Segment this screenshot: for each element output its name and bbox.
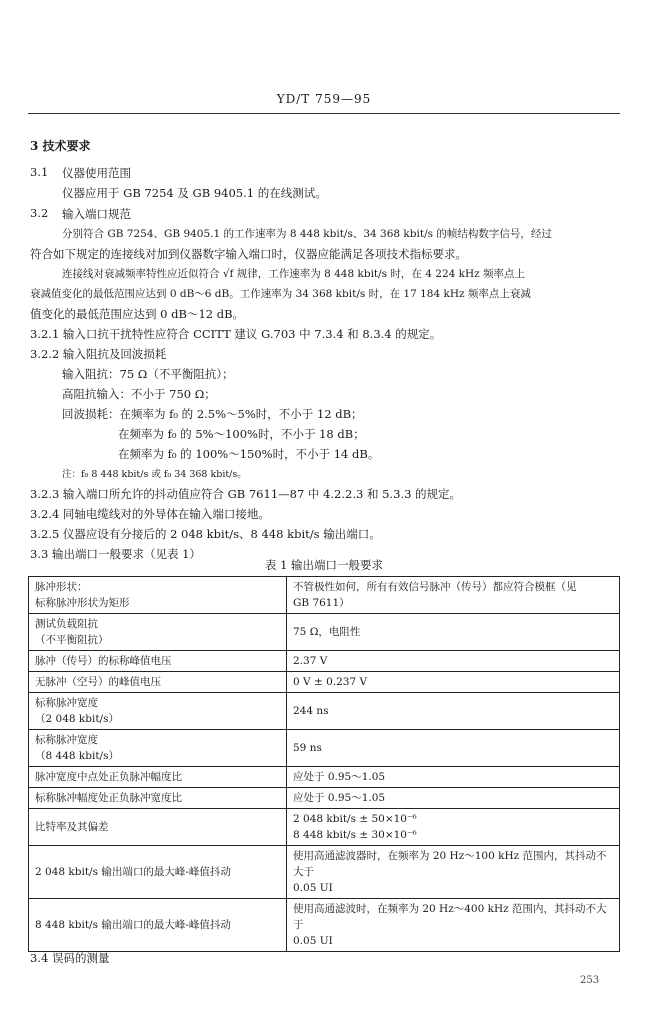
table-row	[29, 730, 620, 767]
section-3-2-number: 3.2	[30, 206, 49, 220]
cell-text: 244 ns	[293, 705, 329, 717]
cell-text: GB 7611）	[293, 597, 350, 609]
cell-text: 应处于 0.95～1.05	[293, 771, 386, 783]
section-3-1-number: 3.1	[30, 165, 49, 179]
output-port-requirements-table	[28, 576, 620, 952]
cell-text: 2.37 V	[293, 655, 328, 667]
cell-text: 不管极性如何，所有有效信号脉冲（传号）都应符合模框（见	[293, 581, 577, 593]
cell-text: 2 048 kbit/s 输出端口的最大峰-峰值抖动	[35, 866, 231, 878]
cell-text: 脉冲形状：	[35, 581, 88, 593]
high-impedance-line: 高阻抗输入：不小于 750 Ω；	[62, 387, 216, 401]
section-3-1-title: 仪器使用范围	[62, 166, 131, 180]
table-caption: 表 1 输出端口一般要求	[264, 558, 384, 572]
page-header: YD/T 759—95	[276, 92, 372, 106]
cell-text: 无脉冲（空号）的峰值电压	[35, 676, 161, 688]
cell-text: 8 448 kbit/s ± 30×10⁻⁶	[293, 829, 417, 841]
section-3-1-body: 仪器应用于 GB 7254 及 GB 9405.1 的在线测试。	[62, 186, 327, 200]
table-cell-right	[287, 846, 620, 899]
section-3-2-1: 3.2.1 输入口抗干扰特性应符合 CCITT 建议 G.703 中 7.3.4 和 8.3.4 的规定。	[30, 327, 442, 341]
cell-text: 75 Ω，电阻性	[293, 626, 361, 638]
cell-text: （不平衡阻抗）	[35, 634, 109, 646]
cell-text: 0.05 UI	[293, 882, 333, 894]
table-cell-left	[29, 693, 287, 730]
table-row	[29, 577, 620, 614]
section-3-2-2-title: 3.2.2 输入阻抗及回波损耗	[30, 347, 167, 361]
table-cell-right	[287, 809, 620, 846]
cell-text: 标称脉冲幅度处正负脉冲宽度比	[35, 792, 182, 804]
table-cell-left	[29, 767, 287, 788]
table-cell-left	[29, 788, 287, 809]
table-cell-right	[287, 767, 620, 788]
cell-text: 8 448 kbit/s 输出端口的最大峰-峰值抖动	[35, 919, 231, 931]
table-row	[29, 809, 620, 846]
table-row	[29, 693, 620, 730]
table-cell-left	[29, 577, 287, 614]
page-number: 253	[580, 975, 600, 986]
note-line: 注：f₀ 8 448 kbit/s 或 f₀ 34 368 kbit/s。	[62, 469, 247, 480]
cell-text: 标称脉冲宽度	[35, 734, 98, 746]
table-cell-left	[29, 730, 287, 767]
return-loss-line-2: 在频率为 f₀ 的 5%～100%时，不小于 18 dB；	[118, 427, 365, 441]
cell-text: 比特率及其偏差	[35, 821, 109, 833]
table-cell-left	[29, 672, 287, 693]
table-cell-left	[29, 614, 287, 651]
table-cell-right	[287, 788, 620, 809]
table-cell-right	[287, 730, 620, 767]
table-cell-right	[287, 614, 620, 651]
section-3-3: 3.3 输出端口一般要求（见表 1）	[30, 547, 201, 561]
table-cell-right	[287, 672, 620, 693]
cell-text: 标称脉冲宽度	[35, 697, 98, 709]
table-cell-left	[29, 651, 287, 672]
table-cell-left	[29, 899, 287, 952]
cell-text: 0 V ± 0.237 V	[293, 676, 368, 688]
input-impedance-line: 输入阻抗：75 Ω（不平衡阻抗）；	[62, 367, 234, 381]
table-cell-right	[287, 577, 620, 614]
section-3-4: 3.4 误码的测量	[30, 951, 110, 965]
table-cell-right	[287, 651, 620, 672]
cell-text: 2 048 kbit/s ± 50×10⁻⁶	[293, 813, 417, 825]
section-3-2-para2-line1: 连接线对衰减频率特性应近似符合 √f 规律，工作速率为 8 448 kbit/s 时，在 4 224 kHz 频率点上	[62, 268, 526, 280]
cell-text: 59 ns	[293, 742, 322, 754]
section-3-2-3: 3.2.3 输入端口所允许的抖动值应符合 GB 7611—87 中 4.2.2.3 和 5.3.3 的规定。	[30, 487, 462, 501]
table-row	[29, 846, 620, 899]
table-row	[29, 651, 620, 672]
cell-text: 脉冲（传号）的标称峰值电压	[35, 655, 172, 667]
cell-text: 测试负载阻抗	[35, 618, 98, 630]
table-cell-left	[29, 809, 287, 846]
table-cell-right	[287, 693, 620, 730]
header-rule	[28, 113, 620, 114]
table-row	[29, 614, 620, 651]
cell-text: 使用高通滤波器时，在频率为 20 Hz～100 kHz 范围内，其抖动不大于	[293, 850, 607, 878]
cell-text: 使用高通滤波时，在频率为 20 Hz～400 kHz 范围内，其抖动不大于	[293, 903, 607, 931]
section-3-2-para2-line3: 值变化的最低范围应达到 0 dB～12 dB。	[30, 307, 245, 321]
table-row	[29, 899, 620, 952]
return-loss-line-3: 在频率为 f₀ 的 100%～150%时，不小于 14 dB。	[118, 447, 380, 461]
table-row	[29, 672, 620, 693]
cell-text: 脉冲宽度中点处正负脉冲幅度比	[35, 771, 182, 783]
section-3-2-title: 输入端口规范	[62, 207, 131, 221]
cell-text: （8 448 kbit/s）	[35, 750, 119, 762]
section-3-2-para2-line2: 衰减值变化的最低范围应达到 0 dB～6 dB。工作速率为 34 368 kbit/s 时，在 17 184 kHz 频率点上衰减	[30, 288, 531, 300]
section-3-2-para1-line1: 分别符合 GB 7254、GB 9405.1 的工作速率为 8 448 kbit/s、34 368 kbit/s 的帧结构数字信号，经过	[62, 228, 552, 240]
table-row	[29, 788, 620, 809]
table-cell-right	[287, 899, 620, 952]
cell-text: 应处于 0.95～1.05	[293, 792, 386, 804]
cell-text: （2 048 kbit/s）	[35, 713, 119, 725]
return-loss-line-1: 回波损耗：在频率为 f₀ 的 2.5%～5%时，不小于 12 dB；	[62, 407, 363, 421]
cell-text: 0.05 UI	[293, 935, 333, 947]
table-row	[29, 767, 620, 788]
cell-text: 标称脉冲形状为矩形	[35, 597, 130, 609]
section-3-heading: 3 技术要求	[30, 139, 91, 153]
section-3-2-5: 3.2.5 仪器应设有分接后的 2 048 kbit/s、8 448 kbit/s 输出端口。	[30, 527, 381, 541]
section-3-2-para1-line2: 符合如下规定的连接线对加到仪器数字输入端口时，仪器应能满足各项技术指标要求。	[30, 247, 467, 261]
section-3-2-4: 3.2.4 同轴电缆线对的外导体在输入端口接地。	[30, 507, 270, 521]
table-cell-left	[29, 846, 287, 899]
